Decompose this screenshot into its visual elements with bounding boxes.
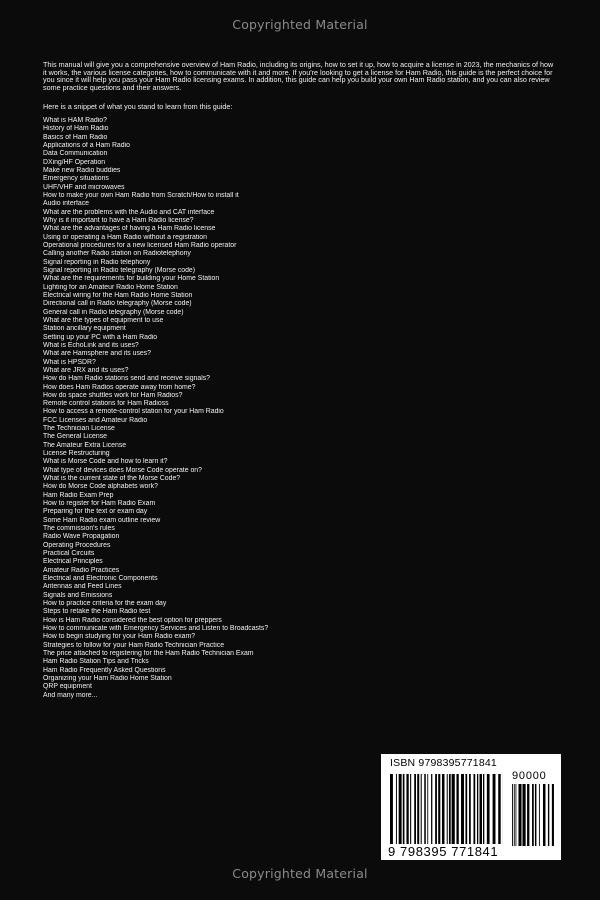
barcode-bar xyxy=(493,774,496,844)
barcode-bar xyxy=(417,774,419,844)
topic-item: History of Ham Radio xyxy=(43,125,109,133)
barcode-bar xyxy=(487,774,490,844)
barcode-bar xyxy=(406,774,408,844)
topic-item: What are the requirements for building your Home Station xyxy=(43,275,220,283)
topic-item: How does Ham Radios operate away from home? xyxy=(43,383,196,391)
topic-item: Strategies to follow for your Ham Radio Technician Practice xyxy=(43,641,225,649)
barcode-bar xyxy=(548,784,549,846)
topic-item: Electrical Principles xyxy=(43,558,103,566)
topic-item: How to begin studying for your Ham Radio exam? xyxy=(43,633,196,641)
list-lead-in: Here is a snippet of what you stand to learn from this guide: xyxy=(43,102,233,111)
barcode-bar xyxy=(480,774,482,844)
barcode-bar xyxy=(483,774,484,844)
topic-item: How is Ham Radio considered the best option for preppers xyxy=(43,616,222,624)
intro-paragraph: This manual will give you a comprehensive overview of Ham Radio, including its origins, how to set it up, how to acquire a license in 2023, the mechanics of how it works, the various license categories, how to communicate with it and more. If you're looking to get a license for Ham Radio, this guide is the perfect choice for you since it will help you pass your Ham Radio licensing exams. In addition, this guide can help you build your own Ham Radio station, and you can also review some practice questions and their answers. xyxy=(43,60,554,93)
topic-item: FCC Licenses and Amateur Radio xyxy=(43,416,148,424)
topic-item: Setting up your PC with a Ham Radio xyxy=(43,333,158,341)
topic-item: QRP equipment xyxy=(43,683,92,691)
topic-item: How do Morse Code alphabets work? xyxy=(43,483,158,491)
topic-item: Organizing your Ham Radio Home Station xyxy=(43,674,172,682)
topic-item: Calling another Radio station on Radiotelephony xyxy=(43,250,191,258)
barcode-bar xyxy=(461,774,464,844)
barcode-bar xyxy=(552,784,554,846)
barcode-bar xyxy=(390,774,393,844)
topic-item: Why is it important to have a Ham Radio license? xyxy=(43,216,194,224)
topic-item: Directional call in Radio telegraphy (Morse code) xyxy=(43,300,192,308)
barcode-bar xyxy=(414,774,416,844)
isbn-digits: 9 798395 771841 xyxy=(388,844,499,859)
topic-item: What are JRX and its uses? xyxy=(43,366,129,374)
topic-item: What is the current state of the Morse Code? xyxy=(43,475,181,483)
topic-item: Signal reporting in Radio telegraphy (Morse code) xyxy=(43,266,196,274)
barcode-bar xyxy=(427,774,428,844)
topic-item: What are the types of equipment to use xyxy=(43,316,164,324)
topic-item: What is Morse Code and how to learn it? xyxy=(43,458,168,466)
topic-item: Electrical and Electronic Components xyxy=(43,575,158,583)
watermark-bottom: Copyrighted Material xyxy=(232,866,368,881)
topic-item: What are Hamsphere and its uses? xyxy=(43,350,152,358)
topic-item: The General License xyxy=(43,433,107,441)
topic-item: How to register for Ham Radio Exam xyxy=(43,500,156,508)
barcode-bar xyxy=(518,784,521,846)
topic-item: Using or operating a Ham Radio without a registration xyxy=(43,233,207,241)
topic-item: The Amateur Extra License xyxy=(43,441,127,449)
barcode-bar xyxy=(449,774,451,844)
topic-item: Ham Radio Station Tips and Tricks xyxy=(43,658,149,666)
barcode-bar xyxy=(543,784,545,846)
topic-item: Emergency situations xyxy=(43,175,109,183)
topic-item: Remote control stations for Ham Radioss xyxy=(43,400,169,408)
barcode-bar xyxy=(438,774,440,844)
topic-item: Radio Wave Propagation xyxy=(43,533,120,541)
price-code: 90000 xyxy=(512,770,547,782)
topic-item: Ham Radio Frequently Asked Questions xyxy=(43,666,166,674)
topic-item: Signals and Emissions xyxy=(43,591,113,599)
topic-item: UHF/VHF and microwaves xyxy=(43,183,125,191)
barcode-bar xyxy=(514,784,515,846)
barcode-bar xyxy=(435,774,437,844)
topic-item: And many more... xyxy=(43,691,98,699)
topic-item: Operating Procedures xyxy=(43,541,111,549)
topic-item: How do space shuttles work for Ham Radios? xyxy=(43,391,183,399)
topic-item: Operational procedures for a new licensed Ham Radio operator xyxy=(43,241,237,249)
topic-item: Make new Radio buddies xyxy=(43,166,121,174)
topic-item: How to practice criteria for the exam day xyxy=(43,600,167,608)
topic-item: How to access a remote-control station for your Ham Radio xyxy=(43,408,224,416)
isbn-label: ISBN 9798395771841 xyxy=(390,757,497,769)
topic-item: What is HAM Radio? xyxy=(43,117,107,124)
barcode-bar xyxy=(396,774,397,844)
barcode-bar xyxy=(498,774,500,844)
topic-item: Steps to retake the Ham Radio test xyxy=(43,608,151,616)
barcode-bar xyxy=(465,774,467,844)
topic-item: General call in Radio telegraphy (Morse code) xyxy=(43,308,184,316)
barcode-bar xyxy=(403,774,405,844)
topic-item: The commission's rules xyxy=(43,525,115,533)
topic-item: Some Ham Radio exam outline review xyxy=(43,516,161,524)
barcode-bar xyxy=(456,774,458,844)
topic-item: How do Ham Radio stations send and receive signals? xyxy=(43,375,210,383)
barcode-bar xyxy=(452,774,455,844)
topic-item: Preparing for the text or exam day xyxy=(43,508,148,516)
barcode-bar xyxy=(477,774,478,844)
barcode-bar xyxy=(410,774,411,844)
barcode-bar xyxy=(535,784,536,846)
topic-item: Ham Radio Exam Prep xyxy=(43,491,114,499)
topic-list xyxy=(43,117,373,700)
barcode-bar xyxy=(424,774,426,844)
topic-item: What are the advantages of having a Ham Radio license xyxy=(43,225,216,233)
barcode-bar xyxy=(522,784,525,846)
isbn-barcode xyxy=(381,754,561,860)
topic-item: What type of devices does Morse Code operate on? xyxy=(43,466,202,474)
barcode-bar xyxy=(399,774,402,844)
topic-item: Antennas and Feed Lines xyxy=(43,583,122,591)
topic-item: What are the problems with the Audio and CAT interface xyxy=(43,208,215,216)
topic-item: Audio interface xyxy=(43,200,89,208)
topic-item: The price attached to registering for the Ham Radio Technician Exam xyxy=(43,650,254,657)
topic-item: Basics of Ham Radio xyxy=(43,133,108,141)
topic-item: DXing/HF Operation xyxy=(43,158,106,166)
barcode-bar xyxy=(527,784,529,846)
topic-item: Signal reporting in Radio telephony xyxy=(43,258,151,266)
topic-item: How to make your own Ham Radio from Scratch/How to install it xyxy=(43,191,239,199)
topic-item: How to communicate with Emergency Services and Listen to Broadcasts? xyxy=(43,625,269,633)
topic-item: Practical Circuits xyxy=(43,550,95,558)
barcode-bar xyxy=(421,774,422,844)
barcode-bar xyxy=(442,774,445,844)
topic-item: Electrical wiring for the Ham Radio Home Station xyxy=(43,291,193,299)
barcode-bar xyxy=(532,784,534,846)
topic-item: License Restructuring xyxy=(43,450,110,458)
barcode-bar xyxy=(431,774,432,844)
topic-item: Applications of a Ham Radio xyxy=(43,141,130,149)
topic-item: Station ancillary equipment xyxy=(43,325,126,333)
topic-item: What is EchoLink and its uses? xyxy=(43,341,139,349)
topic-item: What is HPSDR? xyxy=(43,358,96,366)
watermark-top: Copyrighted Material xyxy=(232,17,368,32)
barcode-bar xyxy=(539,784,540,846)
topic-item: Lighting for an Amateur Radio Home Station xyxy=(43,283,178,291)
barcode-bar xyxy=(512,784,513,846)
barcode-bar xyxy=(469,774,471,844)
barcode-bar xyxy=(473,774,475,844)
barcode-bar xyxy=(516,784,517,846)
topic-item: Data Communication xyxy=(43,150,108,158)
barcode-bar xyxy=(447,774,448,844)
topic-item: The Technician License xyxy=(43,425,115,433)
topic-item: Amateur Radio Practices xyxy=(43,566,120,574)
